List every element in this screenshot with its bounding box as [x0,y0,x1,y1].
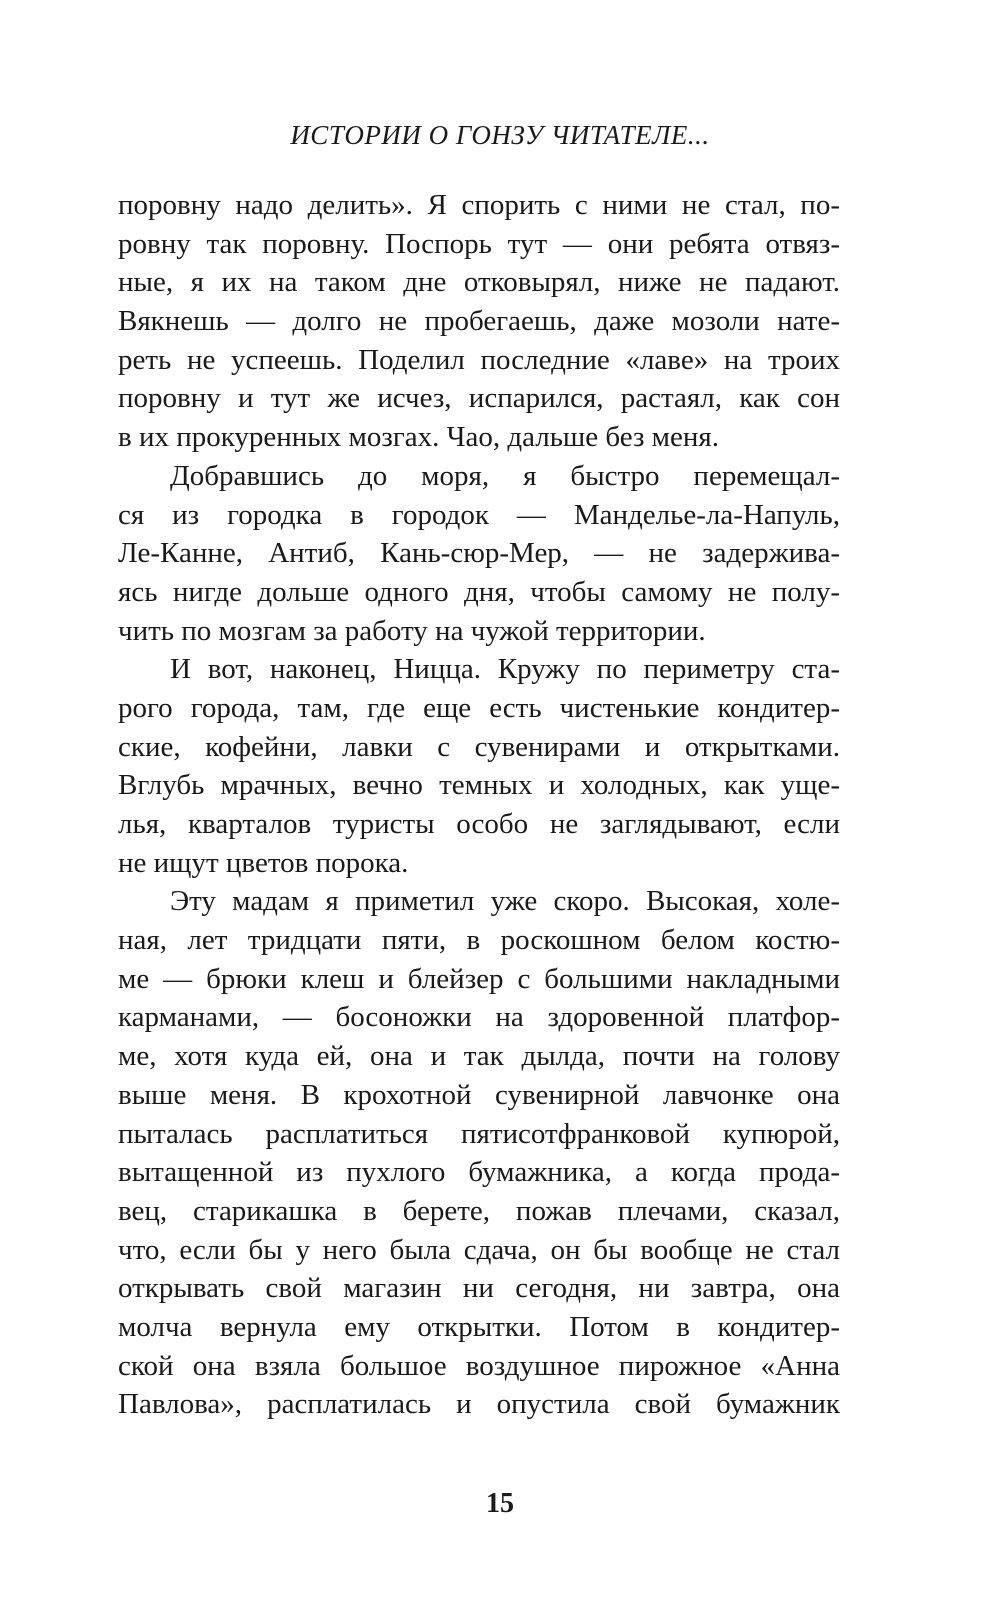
text-line: ские, кофейни, лавки с сувенирами и открытками. [118,730,840,763]
text-line: молча вернула ему открытки. Потом в кондитер- [118,1310,840,1343]
text-line: ме, хотя куда ей, она и так дылда, почти на голову [118,1040,840,1073]
text-line: ме — брюки клеш и блейзер с большими накладными [118,962,840,995]
text-line: чить по мозгам за работу на чужой территории. [118,614,706,647]
text-line: рого города, там, где еще есть чистенькие кондитер- [118,691,840,724]
page-number: 15 [486,1488,514,1519]
text-line: ные, я их на таком дне отковырял, ниже не падают. [118,266,840,299]
text-line: Эту мадам я приметил уже скоро. Высокая, холе- [170,885,840,918]
text-line: открывать свой магазин ни сегодня, ни завтра, она [118,1272,840,1305]
text-line: Вякнешь — долго не пробегаешь, даже мозоли нате- [118,305,840,338]
text-line: что, если бы у него была сдача, он бы вообще не стал [118,1233,840,1266]
text-line: Вглубь мрачных, вечно темных и холодных, как уще- [118,769,840,802]
text-line: выше меня. В крохотной сувенирной лавчонке она [118,1078,840,1111]
text-line: пыталась расплатиться пятисотфранковой купюрой, [118,1117,840,1150]
text-line: вец, старикашка в берете, пожав плечами, сказал, [118,1194,840,1227]
text-line: не ищут цветов порока. [118,846,409,879]
text-line: Добравшись до моря, я быстро перемещал- [170,459,840,492]
text-line: в их прокуренных мозгах. Чао, дальше без меня. [118,421,720,454]
running-head: ИСТОРИИ О ГОНЗУ ЧИТАТЕЛЕ... [290,120,710,150]
text-line: лья, кварталов туристы особо не заглядывают, если [118,808,840,840]
text-line: ровну так поровну. Поспорь тут — они ребята отвяз- [118,227,840,260]
text-line: ясь нигде дольше одного дня, чтобы самому не полу- [118,575,840,608]
text-line: ная, лет тридцати пяти, в роскошном белом костю- [118,924,840,957]
text-line: поровну надо делить». Я спорить с ними не стал, по- [118,189,840,221]
text-line: И вот, наконец, Ницца. Кружу по периметру ста- [170,653,840,686]
text-line: Павлова», расплатилась и опустила свой бумажник [118,1388,840,1421]
text-line: карманами, — босоножки на здоровенной платфор- [118,1001,840,1034]
text-line: вытащенной из пухлого бумажника, а когда прода- [118,1156,840,1189]
text-line: Ле-Канне, Антиб, Кань-сюр-Мер, — не задержива- [118,537,840,570]
text-line: реть не успеешь. Поделил последние «лаве» на троих [118,343,840,376]
text-line: ся из городка в городок — Мандельe-ла-Напуль, [118,498,840,531]
text-line: поровну и тут же исчез, испарился, растаял, как сон [118,382,840,415]
text-line: ской она взяла большое воздушное пирожное «Анна [118,1349,840,1382]
body-text [118,186,840,1424]
